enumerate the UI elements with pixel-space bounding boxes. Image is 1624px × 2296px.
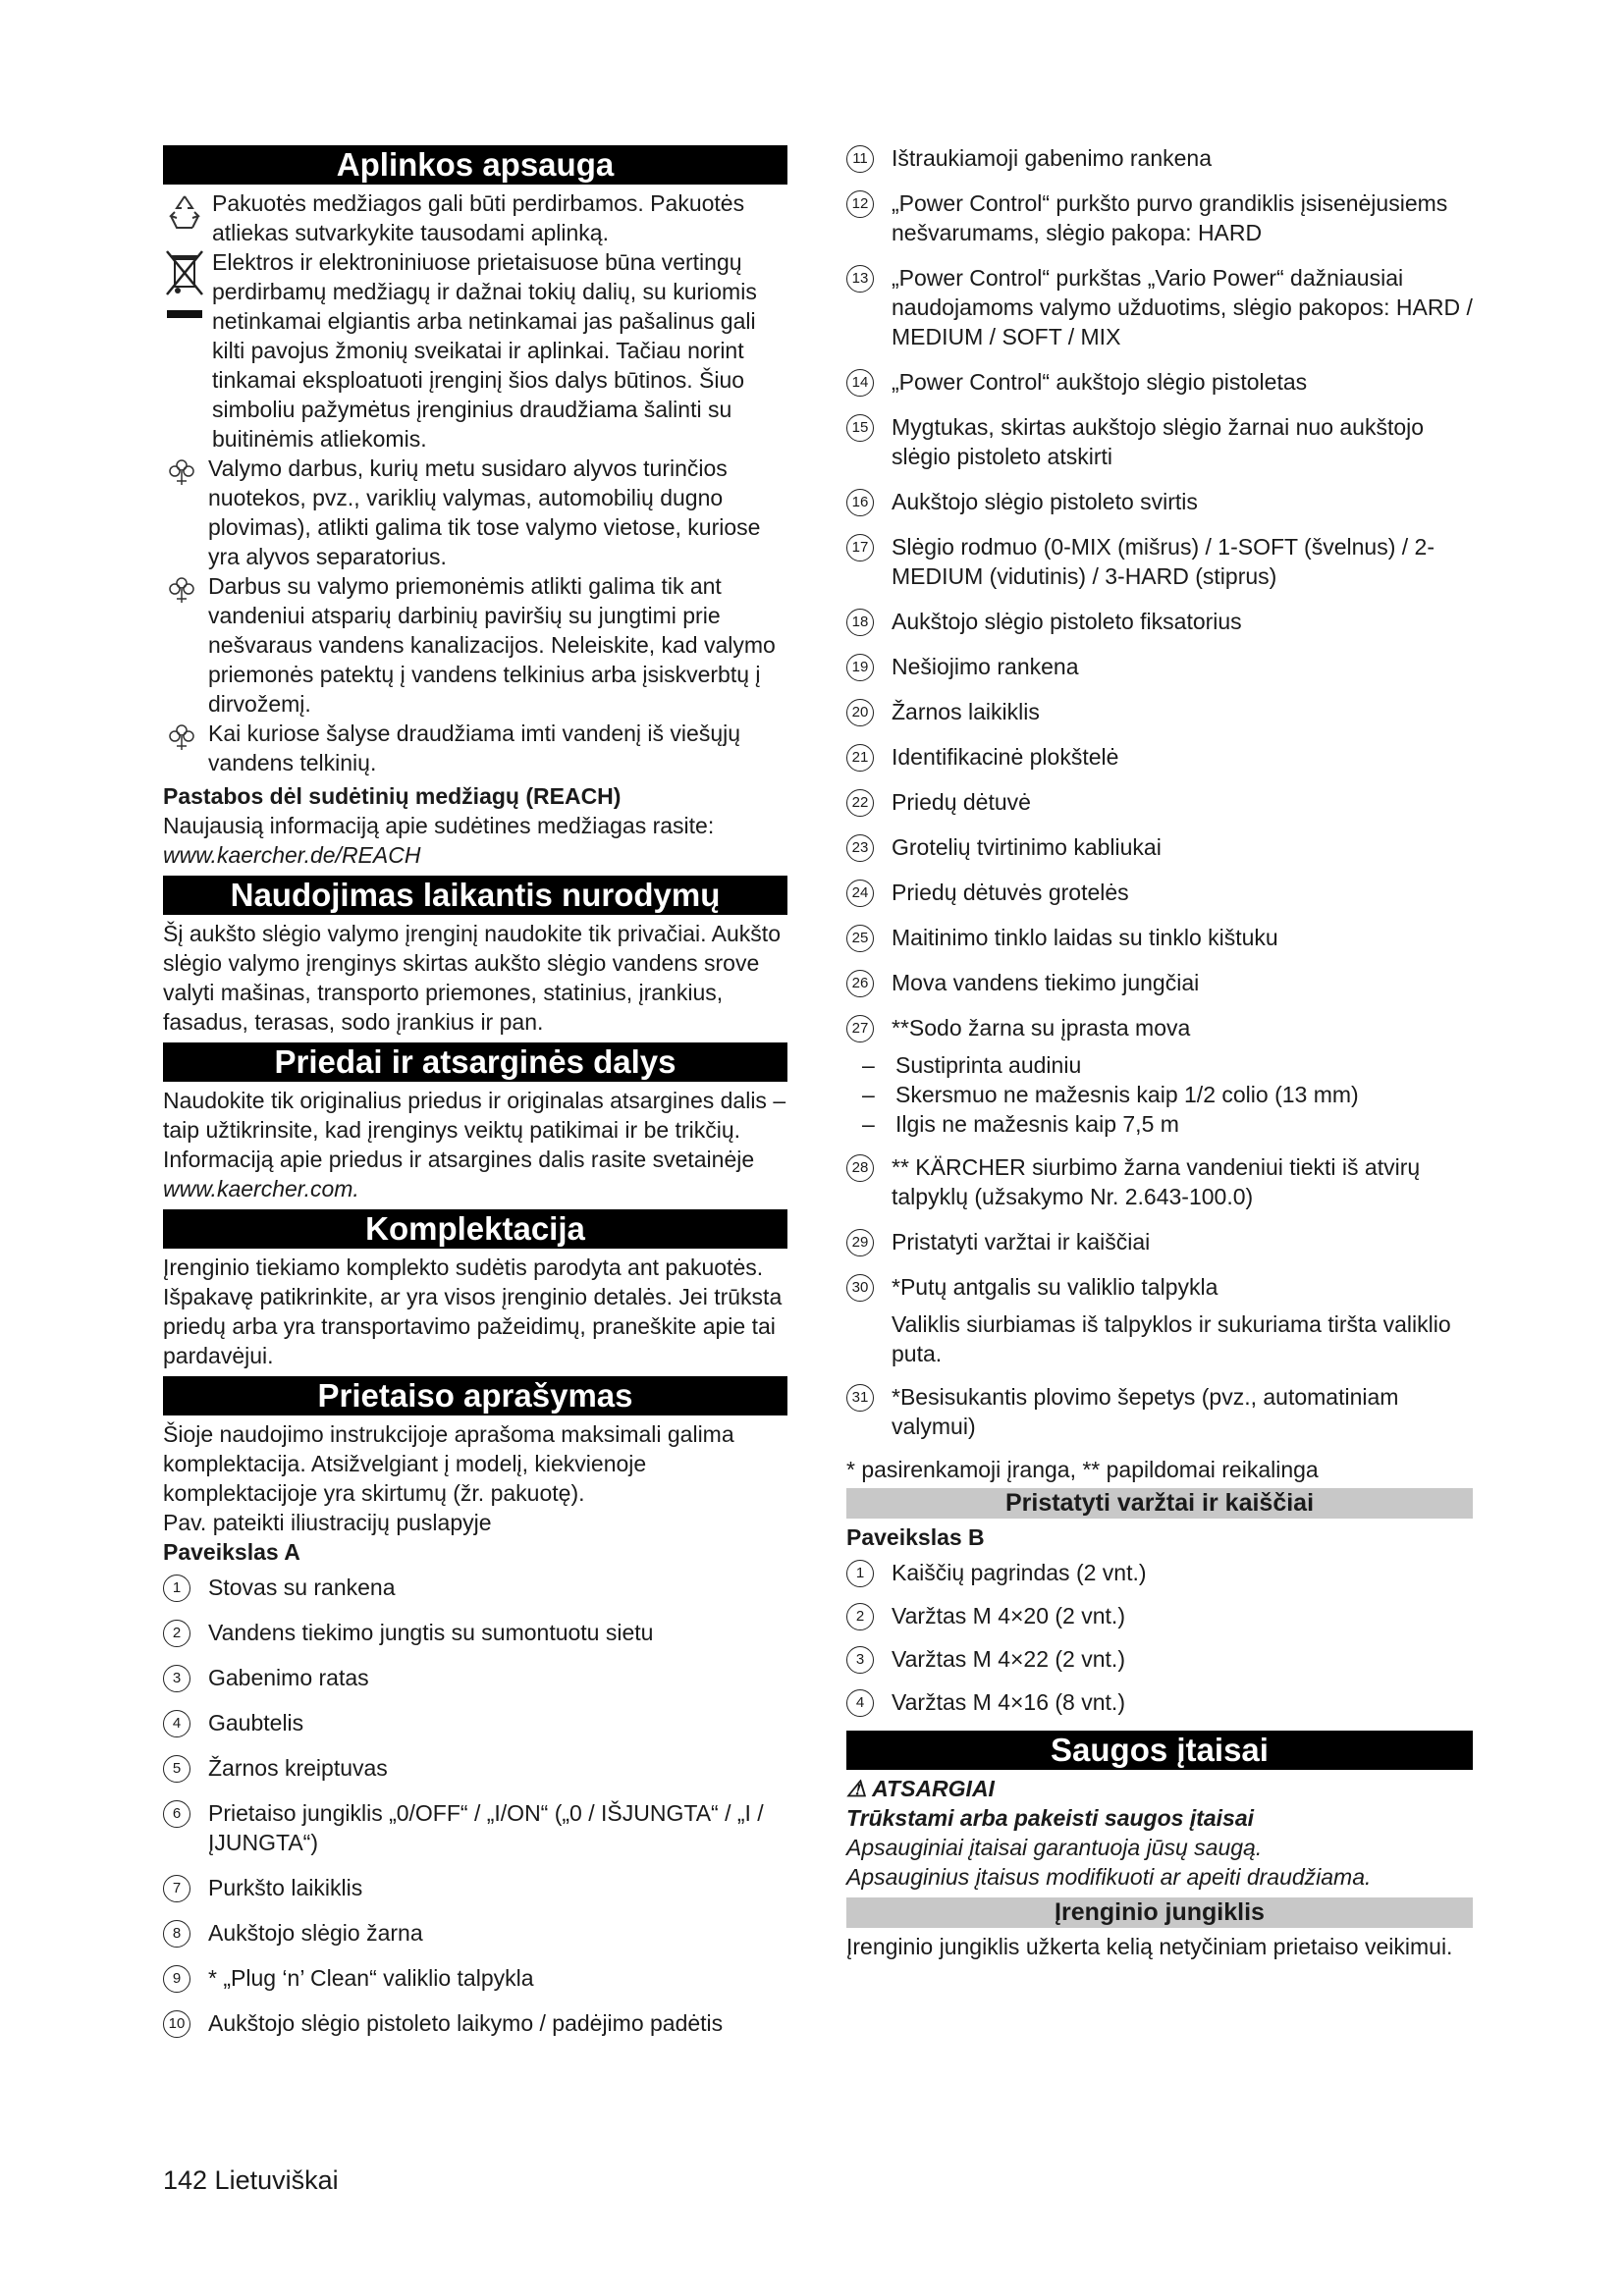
environment-note-icon [167, 722, 196, 752]
subheading-screws: Pristatyti varžtai ir kaiščiai [846, 1488, 1473, 1519]
env-water-block [163, 719, 787, 777]
list-item [846, 532, 1473, 591]
list-item-text: **Sodo žarna su įprasta mova [892, 1015, 1191, 1041]
number-badge: 16 [846, 489, 874, 516]
number-badge: 23 [846, 834, 874, 862]
list-item [163, 1963, 787, 1993]
list-item-text: Varžtas M 4×16 (8 vnt.) [892, 1689, 1125, 1715]
list-item-text: Žarnos kreiptuvas [208, 1755, 388, 1781]
subheading-device-switch: Įrenginio jungiklis [846, 1897, 1473, 1928]
list-item-text: *Putų antgalis su valiklio talpykla [892, 1274, 1218, 1300]
heading-scope-of-delivery: Komplektacija [163, 1209, 787, 1249]
list-item-text: ** KÄRCHER siurbimo žarna vandeniui tiekti iš atvirų talpyklų (užsakymo Nr. 2.643-100.0) [892, 1154, 1421, 1209]
list-item-text: Kaiščių pagrindas (2 vnt.) [892, 1560, 1147, 1585]
list-item-text: Varžtas M 4×22 (2 vnt.) [892, 1646, 1125, 1672]
list-item [846, 487, 1473, 516]
list-item [846, 832, 1473, 862]
list-item [846, 263, 1473, 351]
number-badge: 27 [846, 1015, 874, 1042]
number-badge: 6 [163, 1800, 190, 1828]
list-item-text: Mygtukas, skirtas aukštojo slėgio žarnai nuo aukštojo slėgio pistoleto atskirti [892, 414, 1425, 469]
number-badge: 25 [846, 925, 874, 952]
list-item-text: Priedų dėtuvės grotelės [892, 880, 1129, 905]
list-item-text: Aukštojo slėgio pistoleto laikymo / padėjimo padėtis [208, 2010, 724, 2036]
reach-text: Naujausią informaciją apie sudėtines medžiagas rasite: [163, 813, 715, 838]
number-badge: 21 [846, 744, 874, 772]
env-weee-block [163, 247, 787, 454]
number-badge: 7 [163, 1875, 190, 1902]
list-item-text: Slėgio rodmuo (0-MIX (mišrus) / 1-SOFT (švelnus) / 2-MEDIUM (vidutinis) / 3-HARD (stiprus) [892, 534, 1435, 589]
number-badge: 3 [846, 1646, 874, 1674]
list-item [846, 1644, 1473, 1674]
number-badge: 17 [846, 534, 874, 561]
list-item [163, 1618, 787, 1647]
number-badge: 4 [846, 1689, 874, 1717]
number-badge: 11 [846, 145, 874, 173]
list-item-text: Maitinimo tinklo laidas su tinklo kištuku [892, 925, 1278, 950]
recycle-icon [163, 190, 206, 234]
env-text-weee: Elektros ir elektroniniuose prietaisuose būna vertingų perdirbamų medžiagų ir dažnai tokių dalių, su kuriomis netinkamai elgiantis arba netinkamai jas pašalinus gali kilti pavojus žmonių sveikatai ir aplinkai. Tačiau norint tinkamai eksploatuoti įrenginį šios dalys būtinos. Šiuo simboliu pažymėtus įrenginius draudžiama šalinti su buitinėmis atliekomis. [212, 249, 757, 452]
environment-note-icon [167, 457, 196, 487]
list-item [163, 1573, 787, 1602]
list-item-text: Varžtas M 4×20 (2 vnt.) [892, 1603, 1125, 1629]
number-badge: 4 [163, 1710, 190, 1737]
env-text-oil: Valymo darbus, kurių metu susidaro alyvos turinčios nuotekos, pvz., variklių valymas, automobilių dugno plovimas), atlikti galima tik tose valymo vietose, kuriose yra alyvos separatorius. [208, 455, 761, 569]
caution-line-1: Apsauginiai įtaisai garantuoja jūsų saugą. [846, 1835, 1263, 1860]
list-item-text: Priedų dėtuvė [892, 789, 1031, 815]
number-badge: 12 [846, 190, 874, 218]
number-badge: 24 [846, 880, 874, 907]
list-item-text: Žarnos laikiklis [892, 699, 1040, 724]
accessories-info-label: Informaciją apie priedus ir atsargines dalis rasite svetainėje [163, 1147, 755, 1172]
list-item [846, 607, 1473, 636]
number-badge: 31 [846, 1384, 874, 1412]
list-item [846, 143, 1473, 173]
list-item-text: Purkšto laikiklis [208, 1875, 363, 1900]
hose-spec-item: – Ilgis ne mažesnis kaip 7,5 m [862, 1111, 1179, 1137]
number-badge: 15 [846, 414, 874, 442]
list-item [846, 878, 1473, 907]
figure-b-label: Paveikslas B [846, 1524, 985, 1550]
list-item [846, 1227, 1473, 1256]
heading-accessories: Priedai ir atsarginės dalys [163, 1042, 787, 1082]
env-oil-block [163, 454, 787, 571]
hose-spec-item: – Sustiprinta audiniu [862, 1052, 1082, 1078]
figure-a-list [163, 1573, 787, 2038]
figure-a-label: Paveikslas A [163, 1539, 300, 1565]
left-column [163, 143, 787, 2054]
caution-title: Trūkstami arba pakeisti saugos įtaisai [846, 1805, 1255, 1831]
number-badge: 18 [846, 609, 874, 636]
list-item-text: Pristatyti varžtai ir kaiščiai [892, 1229, 1151, 1255]
scope-of-delivery-text: Įrenginio tiekiamo komplekto sudėtis parodyta ant pakuotės. Išpakavę patikrinkite, ar yra visos įrenginio detalės. Jei trūksta priedų arba yra transportavimo pažeidimų, praneškite apie tai pardavėjui. [163, 1255, 783, 1368]
list-item-text: Gaubtelis [208, 1710, 304, 1735]
reach-link[interactable]: www.kaercher.de/REACH [163, 842, 421, 868]
list-item [163, 1663, 787, 1692]
number-badge: 1 [846, 1560, 874, 1587]
list-item [163, 1798, 787, 1857]
number-badge: 29 [846, 1229, 874, 1256]
crossed-bin-icon [163, 249, 206, 324]
list-item [846, 1687, 1473, 1717]
hose-spec-text: Skersmuo ne mažesnis kaip 1/2 colio (13 mm) [895, 1082, 1359, 1107]
list-item-text: „Power Control“ aukštojo slėgio pistoletas [892, 369, 1308, 395]
list-item-text: Identifikacinė plokštelė [892, 744, 1119, 770]
heading-environment: Aplinkos apsauga [163, 145, 787, 185]
heading-device-description: Prietaiso aprašymas [163, 1376, 787, 1415]
env-recycle-block [163, 188, 787, 247]
number-badge: 22 [846, 789, 874, 817]
device-switch-text: Įrenginio jungiklis užkerta kelią netyčiniam prietaiso veikimui. [846, 1934, 1453, 1959]
list-item [846, 1382, 1473, 1441]
list-item-text: Nešiojimo rankena [892, 654, 1079, 679]
list-item-text: Vandens tiekimo jungtis su sumontuotu sietu [208, 1620, 654, 1645]
figure-a-list-continued-2 [846, 1152, 1473, 1302]
list-item [846, 1013, 1473, 1042]
figure-b-list [846, 1558, 1473, 1717]
list-item-text: Gabenimo ratas [208, 1665, 369, 1690]
list-item-text: Prietaiso jungiklis „0/OFF“ / „I/ON“ („0 / IŠJUNGTA“ / „I / ĮJUNGTA“) [208, 1800, 764, 1855]
list-item-text: Ištraukiamoji gabenimo rankena [892, 145, 1213, 171]
hose-specs [846, 1050, 1473, 1139]
list-item-text: „Power Control“ purkštas „Vario Power“ dažniausiai naudojamoms valymo užduotims, slėgio pakopos: HARD / MEDIUM / SOFT / MIX [892, 265, 1473, 349]
list-item-text: Aukštojo slėgio pistoleto svirtis [892, 489, 1198, 514]
number-badge: 26 [846, 970, 874, 997]
list-item [846, 968, 1473, 997]
caution-text: ATSARGIAI [872, 1776, 995, 1801]
heading-safety-devices: Saugos įtaisai [846, 1731, 1473, 1770]
list-item [163, 1918, 787, 1948]
figure-reference: Pav. pateikti iliustracijų puslapyje [163, 1510, 492, 1535]
hose-spec-item: – Skersmuo ne mažesnis kaip 1/2 colio (13 mm) [862, 1082, 1359, 1107]
number-badge: 30 [846, 1274, 874, 1302]
list-item [846, 742, 1473, 772]
list-item [846, 367, 1473, 397]
list-item [163, 2008, 787, 2038]
number-badge: 19 [846, 654, 874, 681]
list-item-text: Grotelių tvirtinimo kabliukai [892, 834, 1162, 860]
footnote: * pasirenkamoji įranga, ** papildomai reikalinga [846, 1457, 1319, 1482]
hose-spec-text: Ilgis ne mažesnis kaip 7,5 m [895, 1111, 1179, 1137]
list-item-text: * „Plug ‘n’ Clean“ valiklio talpykla [208, 1965, 534, 1991]
number-badge: 8 [163, 1920, 190, 1948]
number-badge: 1 [163, 1575, 190, 1602]
list-item [163, 1873, 787, 1902]
environment-note-icon [167, 575, 196, 605]
list-item [846, 188, 1473, 247]
device-description-text: Šioje naudojimo instrukcijoje aprašoma maksimali galima komplektacija. Atsižvelgiant į modelį, kiekvienoje komplektacijoje yra skirtumų (žr. pakuotę). [163, 1421, 734, 1506]
heading-intended-use: Naudojimas laikantis nurodymų [163, 876, 787, 915]
number-badge: 2 [163, 1620, 190, 1647]
list-item [163, 1708, 787, 1737]
list-item-text: Mova vandens tiekimo jungčiai [892, 970, 1200, 995]
list-item [846, 923, 1473, 952]
number-badge: 5 [163, 1755, 190, 1783]
list-item [163, 1753, 787, 1783]
caution-label [846, 1774, 1473, 1803]
page-footer: 142 Lietuviškai [163, 2165, 339, 2195]
number-badge: 10 [163, 2010, 190, 2038]
accessories-text-1: Naudokite tik originalius priedus ir originalas atsargines dalis – taip užtikrinsite, kad įrenginys veiktų patikimai ir be trikčių. [163, 1088, 786, 1143]
right-column [846, 143, 1473, 1961]
accessories-text-2 [163, 1145, 787, 1203]
list-item-text: Aukštojo slėgio pistoleto fiksatorius [892, 609, 1242, 634]
env-text-packaging: Pakuotės medžiagos gali būti perdirbamos. Pakuotės atliekas sutvarkykite tausodami aplinką. [212, 190, 745, 245]
number-badge: 13 [846, 265, 874, 293]
list-item [846, 1601, 1473, 1630]
intended-use-text: Šį aukšto slėgio valymo įrenginį naudokite tik privačiai. Aukšto slėgio valymo įrenginys skirtas aukšto slėgio vandens srove valyti mašinas, transporto priemones, statinius, įrankius, fasadus, terasas, sodo įrankius ir pan. [163, 921, 781, 1035]
figure-a-list-continued [846, 143, 1473, 1042]
item-30-extra: Valiklis siurbiamas iš talpyklos ir sukuriama tiršta valiklio puta. [892, 1311, 1451, 1366]
env-text-water: Kai kuriose šalyse draudžiama imti vandenį iš viešųjų vandens telkinių. [208, 721, 741, 775]
number-badge: 28 [846, 1154, 874, 1182]
list-item-text: Stovas su rankena [208, 1575, 396, 1600]
list-item [846, 697, 1473, 726]
warning-triangle-icon: ⚠ [846, 1776, 873, 1801]
number-badge: 20 [846, 699, 874, 726]
hose-spec-text: Sustiprinta audiniu [895, 1052, 1082, 1078]
list-item [846, 787, 1473, 817]
number-badge: 3 [163, 1665, 190, 1692]
list-item [846, 412, 1473, 471]
reach-title: Pastabos dėl sudėtinių medžiagų (REACH) [163, 783, 622, 809]
number-badge: 2 [846, 1603, 874, 1630]
list-item [846, 652, 1473, 681]
accessories-link[interactable]: www.kaercher.com. [163, 1176, 359, 1201]
list-item [846, 1152, 1473, 1211]
list-item-text: *Besisukantis plovimo šepetys (pvz., automatiniam valymui) [892, 1384, 1399, 1439]
caution-line-2: Apsauginius įtaisus modifikuoti ar apeiti draudžiama. [846, 1864, 1372, 1890]
env-text-detergent: Darbus su valymo priemonėmis atlikti galima tik ant vandeniui atsparių darbinių paviršių su jungtimi prie nešvaraus vandens kanalizacijos. Neleiskite, kad valymo priemonės patektų į vandens telkinius arba įsiskverbtų į dirvožemį. [208, 573, 776, 717]
number-badge: 9 [163, 1965, 190, 1993]
list-item-text: Aukštojo slėgio žarna [208, 1920, 423, 1946]
list-item-text: „Power Control“ purkšto purvo grandiklis įsisenėjusiems nešvarumams, slėgio pakopa: HARD [892, 190, 1448, 245]
list-item [846, 1272, 1473, 1302]
number-badge: 14 [846, 369, 874, 397]
list-item [846, 1558, 1473, 1587]
env-detergent-block [163, 571, 787, 719]
